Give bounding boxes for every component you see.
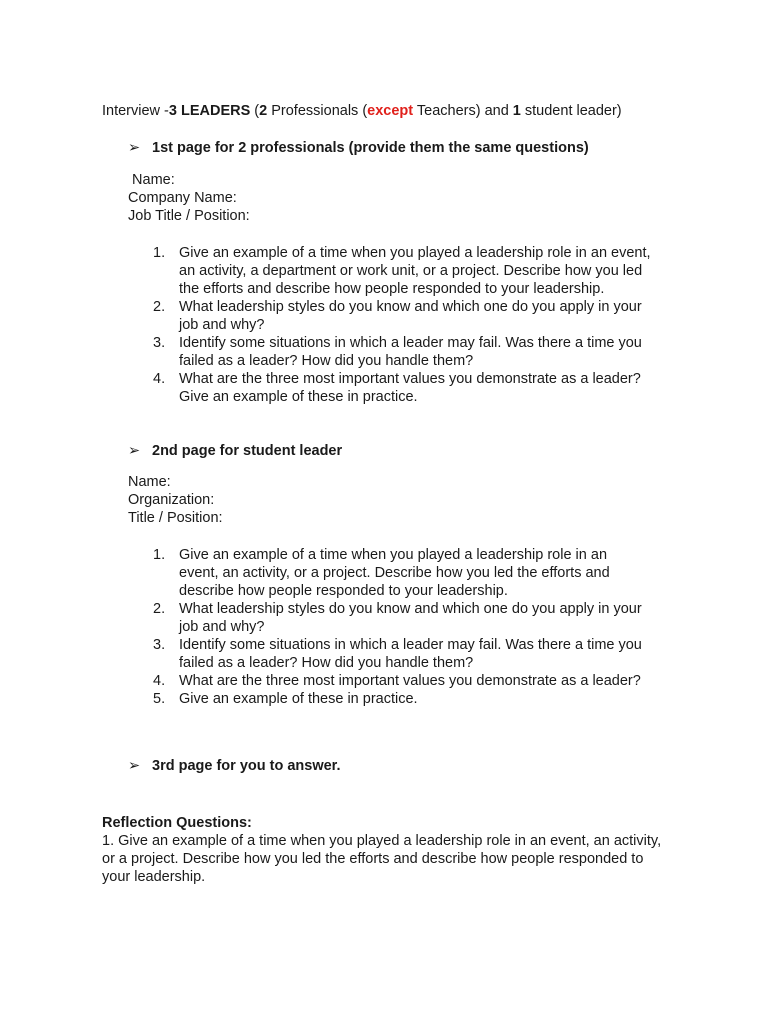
field-label: Title / Position:: [128, 510, 223, 526]
list-number: 4.: [153, 371, 166, 387]
list-number: 1.: [153, 547, 166, 563]
question-text: What leadership styles do you know and which one do you apply in your job and why?: [179, 299, 642, 333]
list-number: 2.: [153, 601, 166, 617]
list-number: 1.: [153, 245, 166, 261]
section-2-heading: [128, 442, 342, 460]
arrow-bullet-icon: ➢: [128, 443, 141, 459]
title-teachers-text: Teachers) and: [413, 103, 513, 119]
reflection-title: Reflection Questions:: [102, 815, 252, 831]
list-item: [128, 244, 658, 298]
list-item: [128, 370, 658, 406]
section-1-fields: [128, 171, 250, 225]
field-label: Name:: [128, 172, 175, 188]
section-1-question-list: [128, 244, 658, 406]
question-text: Give an example of these in practice.: [179, 691, 418, 707]
list-item: [128, 600, 650, 636]
section-2-question-list: [128, 546, 650, 708]
list-item: [128, 636, 650, 672]
list-number: 2.: [153, 299, 166, 315]
list-item: [128, 546, 650, 600]
section-1-heading-text: 1st page for 2 professionals (provide them the same questions): [152, 140, 589, 156]
field-label: Company Name:: [128, 190, 237, 206]
question-text: What are the three most important values you demonstrate as a leader? Give an example of these in practice.: [179, 371, 641, 405]
title-student-text: student leader): [520, 103, 622, 119]
question-text: Give an example of a time when you played a leadership role in an event, an activity, a department or work unit, or a project. Describe how you led the efforts and describe how people responded to your leadership.: [179, 245, 651, 297]
question-text: What are the three most important values you demonstrate as a leader?: [179, 673, 641, 689]
section-2-heading-text: 2nd page for student leader: [152, 443, 343, 459]
section-1-heading: [128, 139, 589, 157]
title-prefix: Interview -: [102, 103, 169, 119]
list-number: 3.: [153, 335, 166, 351]
section-3-heading: [128, 757, 341, 775]
section-3-heading-text: 3rd page for you to answer.: [152, 758, 341, 774]
field-label: Name:: [128, 474, 171, 490]
field-label: Organization:: [128, 492, 215, 508]
arrow-bullet-icon: ➢: [128, 758, 141, 774]
field-label: Job Title / Position:: [128, 208, 250, 224]
question-text: Give an example of a time when you played a leadership role in an event, an activity, or a project. Describe how you led the efforts and describe how people responded to your leadership.: [179, 547, 610, 599]
arrow-bullet-icon: ➢: [128, 140, 141, 156]
title-leaders: 3 LEADERS: [168, 103, 251, 119]
list-number: 4.: [153, 673, 166, 689]
reflection-question: 1. Give an example of a time when you played a leadership role in an event, an activity, or a project. Describe how you led the efforts and describe how people responded to your leadership.: [102, 833, 662, 885]
list-number: 3.: [153, 637, 166, 653]
list-item: [128, 672, 650, 690]
list-item: [128, 334, 658, 370]
title-num-students: 1: [512, 103, 521, 119]
title-paren: (: [250, 103, 260, 119]
question-text: Identify some situations in which a leader may fail. Was there a time you failed as a leader? How did you handle them?: [179, 335, 642, 369]
list-number: 5.: [153, 691, 166, 707]
title-except: except: [367, 103, 414, 119]
question-text: What leadership styles do you know and which one do you apply in your job and why?: [179, 601, 642, 635]
title-num-professionals: 2: [259, 103, 268, 119]
title-professionals-text: Professionals (: [267, 103, 368, 119]
list-item: [128, 690, 650, 708]
question-text: Identify some situations in which a leader may fail. Was there a time you failed as a leader? How did you handle them?: [179, 637, 642, 671]
section-2-fields: [128, 473, 223, 527]
document-title: [102, 102, 622, 120]
list-item: [128, 298, 658, 334]
